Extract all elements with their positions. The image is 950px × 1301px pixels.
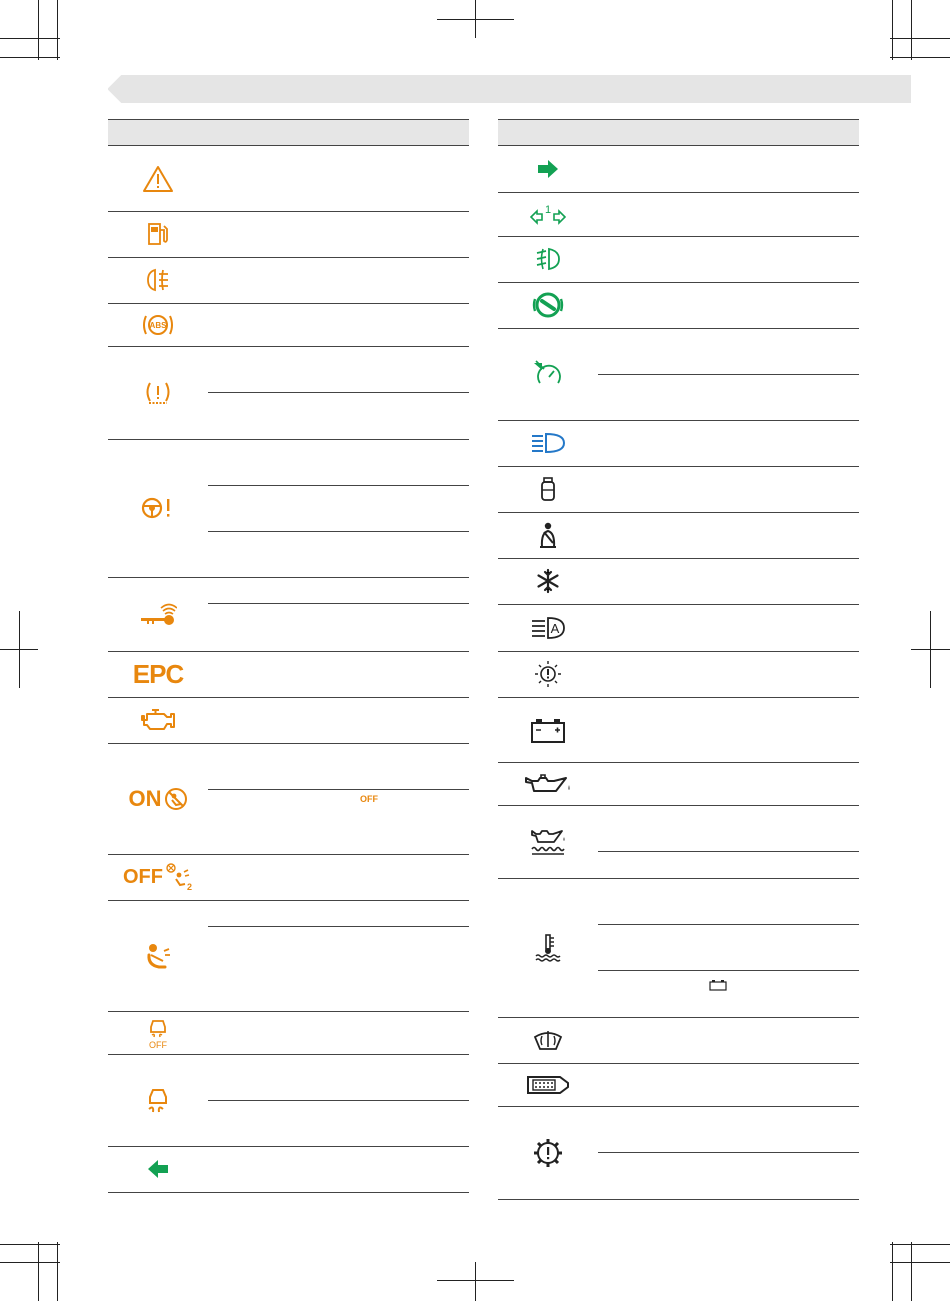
speed-limiter-icon	[498, 328, 598, 420]
epc-icon	[108, 651, 208, 697]
table-row	[498, 236, 859, 283]
table-row	[498, 192, 859, 237]
table-row	[498, 604, 859, 652]
traction-control-icon	[108, 1054, 208, 1146]
table-header	[108, 119, 469, 146]
airbag-off-label: OFF	[123, 865, 163, 888]
fuel-pump-icon	[108, 211, 208, 257]
frost-warning-icon	[498, 558, 598, 604]
passenger-airbag-off-icon	[108, 854, 208, 900]
section-banner	[108, 75, 911, 103]
tyre-pressure-icon	[108, 346, 208, 439]
traction-off-label: OFF	[149, 1039, 167, 1049]
airbag-off-sub: 2	[187, 882, 193, 891]
table-row	[108, 1011, 469, 1055]
traction-control-off-icon	[108, 1011, 208, 1054]
table-row	[498, 512, 859, 559]
table-row	[498, 420, 859, 467]
table-header	[498, 119, 859, 146]
auto-headlight-letter: A	[550, 620, 560, 636]
table-row	[108, 439, 469, 578]
table-row	[108, 854, 469, 901]
table-row	[498, 878, 859, 1018]
table-row	[498, 697, 859, 763]
trailer-number: 1	[544, 204, 552, 216]
table-row	[498, 762, 859, 806]
epc-label: EPC	[132, 658, 184, 689]
table-row	[498, 1017, 859, 1064]
cruise-control-active-icon	[498, 282, 598, 328]
turn-signal-right-icon	[498, 146, 598, 192]
engine-check-icon	[108, 697, 208, 743]
key-remote-icon	[108, 577, 208, 651]
airbag-seatbelt-icon	[108, 900, 208, 1011]
front-fog-light-icon	[498, 236, 598, 282]
trailer-turn-signal-icon	[498, 192, 598, 236]
high-beam-icon	[498, 420, 598, 466]
washer-level-icon	[498, 1017, 598, 1063]
table-row	[498, 282, 859, 329]
table-row	[498, 1106, 859, 1200]
oil-level-icon	[498, 805, 598, 878]
table-row	[498, 558, 859, 605]
table-row	[498, 466, 859, 513]
airbag-on-label: ON	[128, 785, 162, 811]
left-indicator-table	[108, 119, 469, 1194]
abs-icon	[108, 303, 208, 346]
table-row	[108, 577, 469, 652]
inline-battery-icon	[709, 979, 727, 991]
particulate-filter-icon	[498, 1063, 598, 1106]
battery-icon	[498, 697, 598, 762]
table-row	[498, 328, 859, 421]
right-indicator-table	[498, 119, 859, 1200]
oil-pressure-icon	[498, 762, 598, 805]
table-row	[108, 743, 469, 855]
table-row	[108, 900, 469, 1012]
table-row	[108, 1146, 469, 1193]
rear-fog-light-icon	[108, 257, 208, 303]
table-row	[108, 257, 469, 304]
warning-triangle-icon	[108, 146, 208, 211]
seatbelt-reminder-icon	[498, 512, 598, 558]
table-row	[498, 651, 859, 698]
table-row	[108, 697, 469, 744]
table-row	[108, 211, 469, 258]
passenger-airbag-on-icon	[108, 743, 208, 854]
turn-signal-left-icon	[108, 1146, 208, 1192]
table-row	[498, 805, 859, 879]
bulb-failure-icon	[498, 651, 598, 697]
table-row	[108, 651, 469, 698]
coolant-temperature-icon	[498, 878, 598, 1017]
abs-label: ABS	[149, 320, 167, 330]
table-row	[108, 346, 469, 440]
table-row	[108, 303, 469, 347]
gearbox-warning-icon	[498, 1106, 598, 1199]
washer-fluid-bottle-icon	[498, 466, 598, 512]
table-row	[498, 146, 859, 193]
table-row	[108, 146, 469, 212]
inline-off-mark: OFF	[360, 794, 378, 804]
table-row	[108, 1054, 469, 1147]
table-row	[498, 1063, 859, 1107]
auto-headlight-icon	[498, 604, 598, 651]
steering-wheel-warning-icon	[108, 439, 208, 577]
